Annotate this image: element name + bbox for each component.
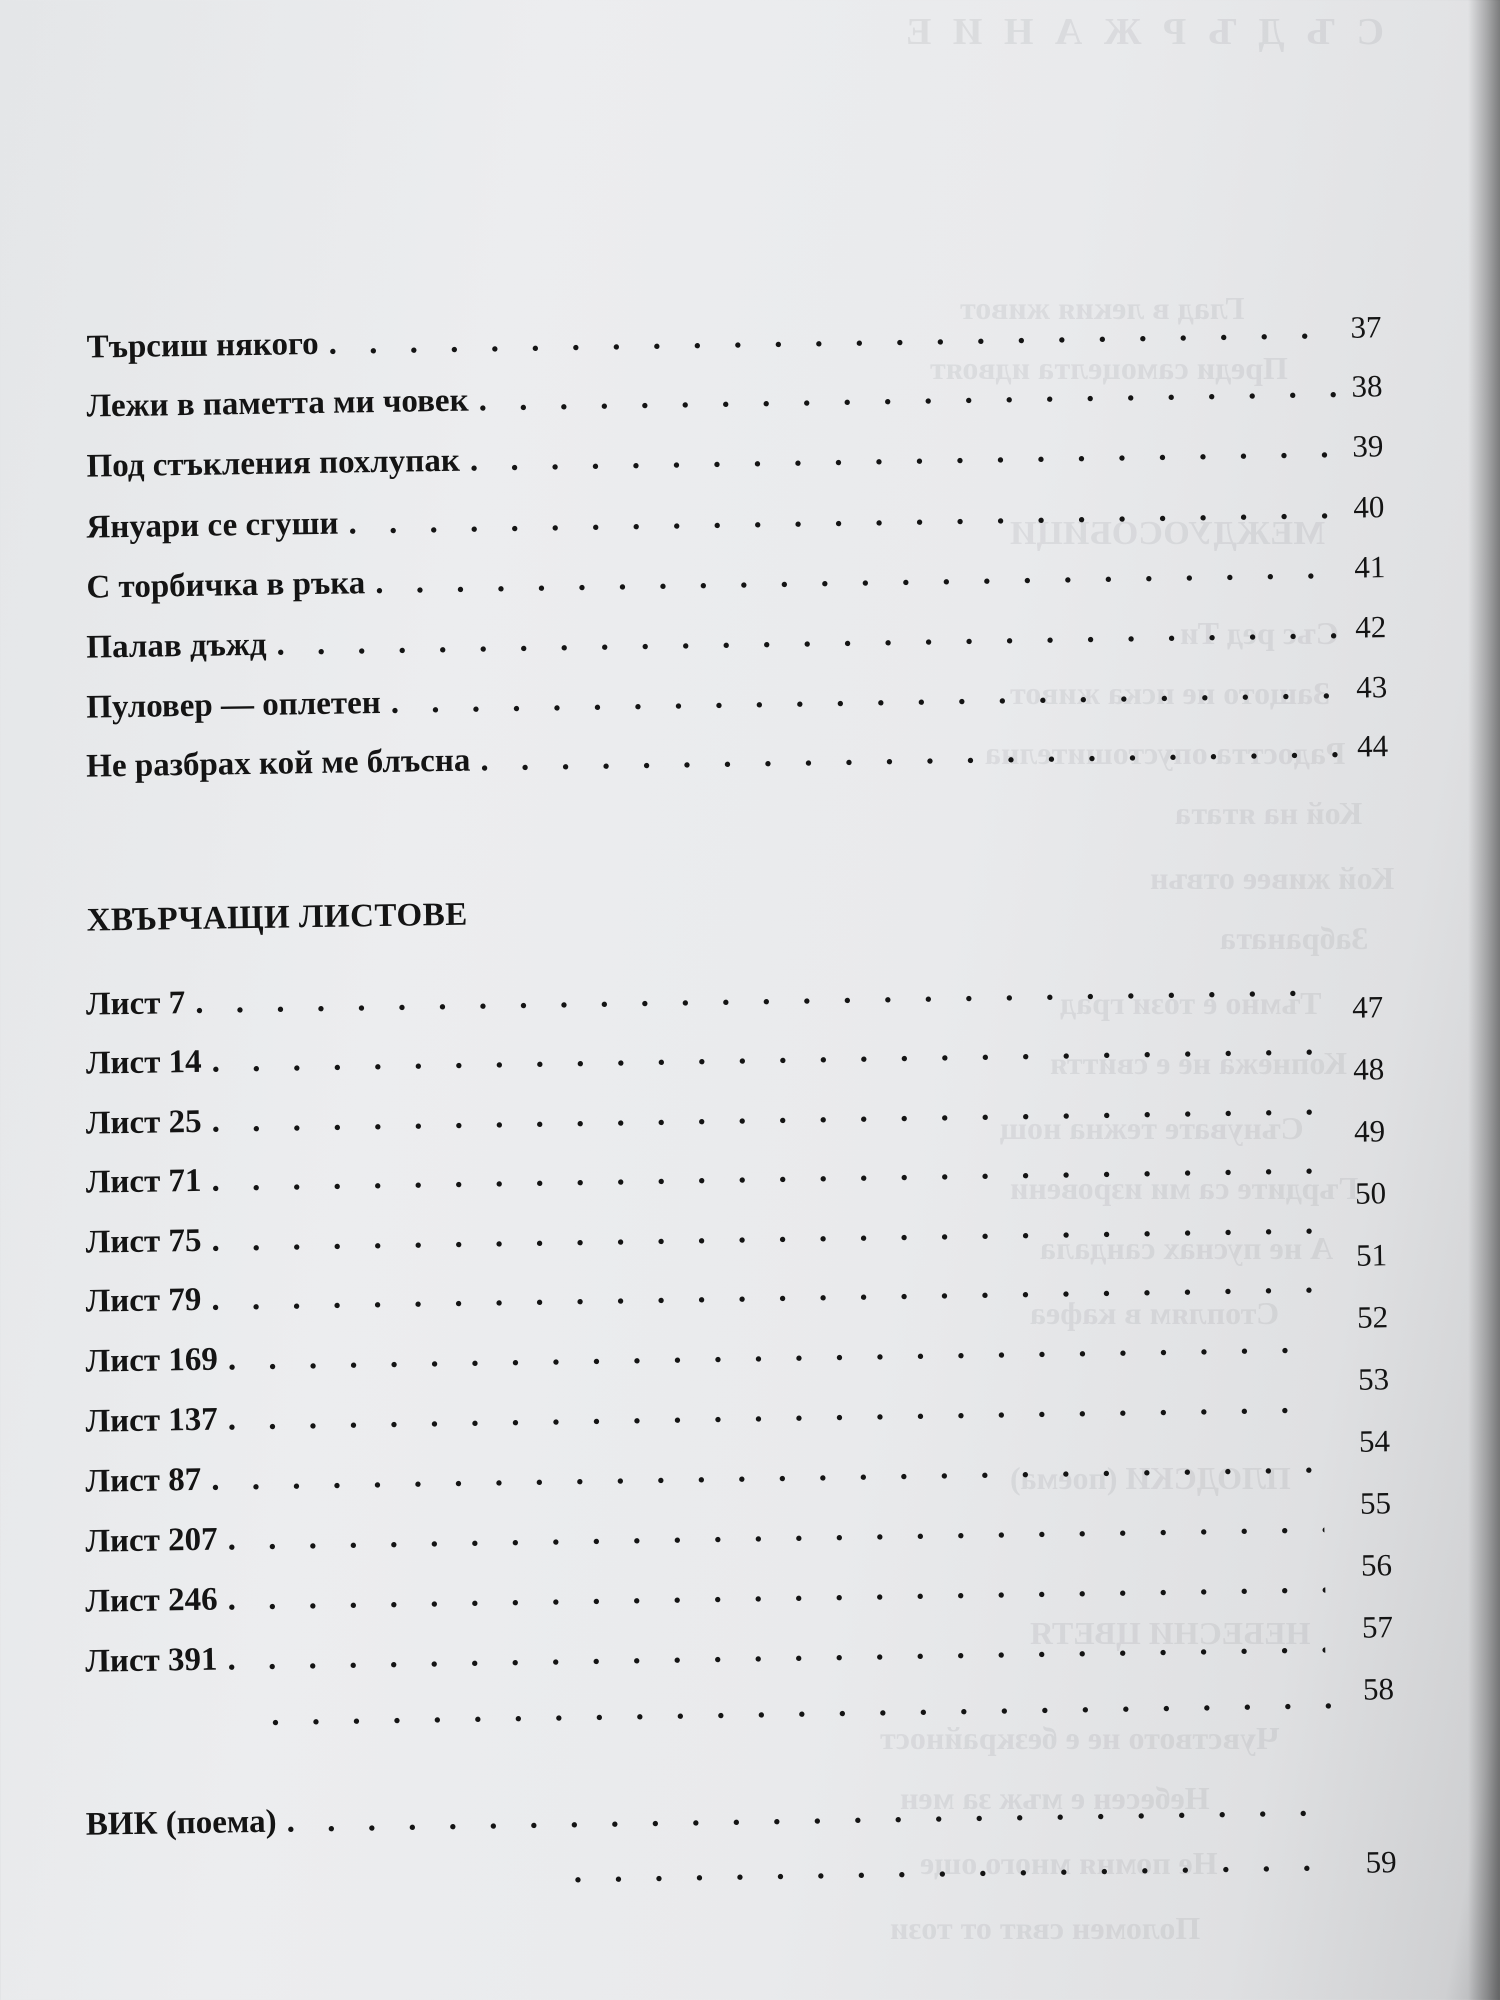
ghost-line: Радостта опустошителна	[985, 735, 1346, 771]
toc-entry	[85, 1322, 1327, 1382]
toc-page-number: 55	[1359, 1485, 1392, 1521]
ghost-line: Гърдите са ми изровени	[1010, 1170, 1359, 1206]
toc-page-number: 47	[1351, 989, 1384, 1025]
toc-page-number: 52	[1356, 1299, 1389, 1335]
ghost-line: Със ред Ти	[1180, 615, 1339, 651]
ghost-line: Чувството не е безкрайност	[880, 1720, 1280, 1756]
toc-entry	[86, 487, 1384, 547]
toc-page-number: 54	[1358, 1423, 1391, 1459]
toc-entry	[85, 1502, 1330, 1562]
toc-entry-title: Под стъкления похлупак	[86, 442, 461, 485]
toc-entry	[86, 307, 1381, 367]
dot-leader	[227, 1562, 1325, 1619]
toc-entry	[86, 547, 1385, 607]
dot-leader	[286, 1785, 1330, 1841]
toc-page-number: 50	[1354, 1175, 1387, 1211]
toc-page-number: 56	[1360, 1547, 1393, 1583]
toc-entry	[86, 366, 1382, 426]
toc-page-number: 53	[1357, 1361, 1390, 1397]
toc-entry-title: Лежи в паметта ми човек	[86, 382, 469, 425]
dot-leader	[480, 727, 1342, 781]
ghost-line: Копнежа не е свиття	[1050, 1045, 1347, 1081]
toc-page-number: 57	[1361, 1609, 1394, 1645]
ghost-line: Поломен свят от този	[890, 1910, 1201, 1946]
toc-entry-page: 38	[1351, 368, 1383, 404]
ghost-line: Кой живее отвън	[1150, 860, 1395, 896]
toc-entry-page: 41	[1354, 549, 1386, 585]
toc-entry-page: 42	[1354, 609, 1387, 645]
dot-leader	[478, 367, 1337, 420]
ghost-line: ПЛОДСКИ (поема)	[1010, 1460, 1291, 1496]
dot-leader	[211, 1143, 1319, 1200]
toc-entry-title: Лист 87	[85, 1461, 202, 1500]
dot-leader	[573, 1842, 1333, 1891]
toc-entry-title: Пуловер — оплетен	[86, 684, 381, 726]
dot-leader	[227, 1322, 1321, 1379]
toc-entry	[85, 1442, 1329, 1502]
toc-entry-title: Лист 71	[85, 1162, 202, 1201]
ghost-line: Не помня много още	[920, 1845, 1218, 1881]
toc-entry	[86, 426, 1383, 486]
toc-entry-title: Лист 79	[85, 1281, 202, 1320]
toc-entry-title: Лист 75	[85, 1222, 202, 1261]
dot-leader	[469, 427, 1337, 481]
toc-entry-page: 39	[1352, 428, 1384, 464]
toc-entry	[85, 1262, 1326, 1321]
toc-entry	[85, 1562, 1331, 1622]
toc-entry-title: Не разбрах кой ме блъсна	[85, 742, 471, 785]
toc-entry-page: 40	[1353, 489, 1385, 525]
toc-entry-final	[86, 1785, 1336, 1845]
section-heading: ХВЪРЧАЩИ ЛИСТОВЕ	[86, 896, 468, 939]
toc-entry	[86, 1084, 1324, 1143]
dot-leader	[227, 1622, 1325, 1679]
toc-entry	[85, 1382, 1328, 1442]
ghost-line: МЕЖДУОСОБИЦИ	[1010, 515, 1326, 552]
toc-entry-title: Лист 25	[85, 1103, 202, 1142]
ghost-line: Небесен е мъж за мен	[900, 1780, 1210, 1816]
ghost-line: Стоплям в кафеа	[1030, 1295, 1280, 1331]
ghost-line: Глад в лекия живот	[960, 290, 1245, 326]
toc-entry	[86, 667, 1387, 727]
toc-entry-title: Лист 169	[85, 1341, 219, 1380]
ghost-line: Преди самоцелта идвоят	[930, 350, 1288, 386]
toc-entry	[85, 1203, 1325, 1262]
toc-entry-title: Лист 246	[85, 1581, 218, 1620]
toc-entry-title: Лист 7	[85, 985, 186, 1023]
dot-leader	[227, 1382, 1322, 1439]
dot-leader	[211, 1203, 1320, 1260]
ghost-line: Тъмно е този град	[1060, 985, 1322, 1021]
toc-entry	[86, 1024, 1323, 1083]
ghost-line: Кой на ятата	[1175, 795, 1363, 831]
toc-entry	[85, 1143, 1324, 1202]
dot-leader	[211, 1084, 1318, 1141]
toc-page-number: 58	[1362, 1671, 1395, 1707]
toc-entry-title: Лист 207	[85, 1521, 218, 1560]
toc-entry	[86, 965, 1322, 1024]
toc-entry-title: С торбичка в ръка	[86, 565, 366, 606]
toc-entry-page: 44	[1356, 728, 1389, 764]
toc-entry-title: Палав дъжд	[86, 626, 267, 666]
toc-entry-title: Лист 391	[85, 1641, 218, 1680]
toc-entry-page: 37	[1350, 309, 1382, 345]
dot-leader	[227, 1502, 1324, 1559]
toc-page-number: 51	[1355, 1237, 1388, 1273]
toc-entry	[86, 726, 1388, 786]
dot-leader	[375, 548, 1340, 603]
toc-entry-title: Януари се сгуши	[86, 505, 339, 546]
dot-leader	[195, 965, 1316, 1023]
toc-entry	[85, 1622, 1331, 1682]
dot-leader	[328, 308, 1336, 364]
dot-leader	[211, 1024, 1317, 1081]
dot-leader	[211, 1442, 1324, 1499]
dot-leader	[211, 1262, 1321, 1319]
ghost-line: Сънувате тежна нощ	[1000, 1110, 1304, 1146]
toc-page-number: 59	[1365, 1844, 1397, 1880]
toc-entry	[86, 607, 1386, 667]
ghost-line: Забраната	[1220, 920, 1369, 956]
dot-leader	[390, 668, 1341, 723]
dot-leader	[348, 488, 1339, 544]
dot-leader	[276, 608, 1340, 665]
toc-entry-title: ВИК (поема)	[85, 1803, 277, 1843]
ghost-line: Защото не иска живот	[1010, 675, 1331, 711]
ghost-line: НЕБЕСНИ ЦВЕТЯ	[1030, 1615, 1311, 1651]
toc-entry-page: 43	[1355, 669, 1388, 705]
toc-entry-title: Лист 137	[85, 1401, 219, 1440]
ghost-line: С Ъ Д Ъ Р Ж А Н И Е	[900, 11, 1384, 53]
toc-entry-title: Търсиш някого	[86, 325, 319, 366]
dot-leader	[271, 1680, 1331, 1734]
ghost-line: А не пуснах сандала	[1040, 1230, 1334, 1266]
toc-page-number: 48	[1352, 1051, 1385, 1087]
toc-entry-title: Лист 14	[85, 1043, 202, 1082]
toc-page-number: 49	[1353, 1113, 1386, 1149]
